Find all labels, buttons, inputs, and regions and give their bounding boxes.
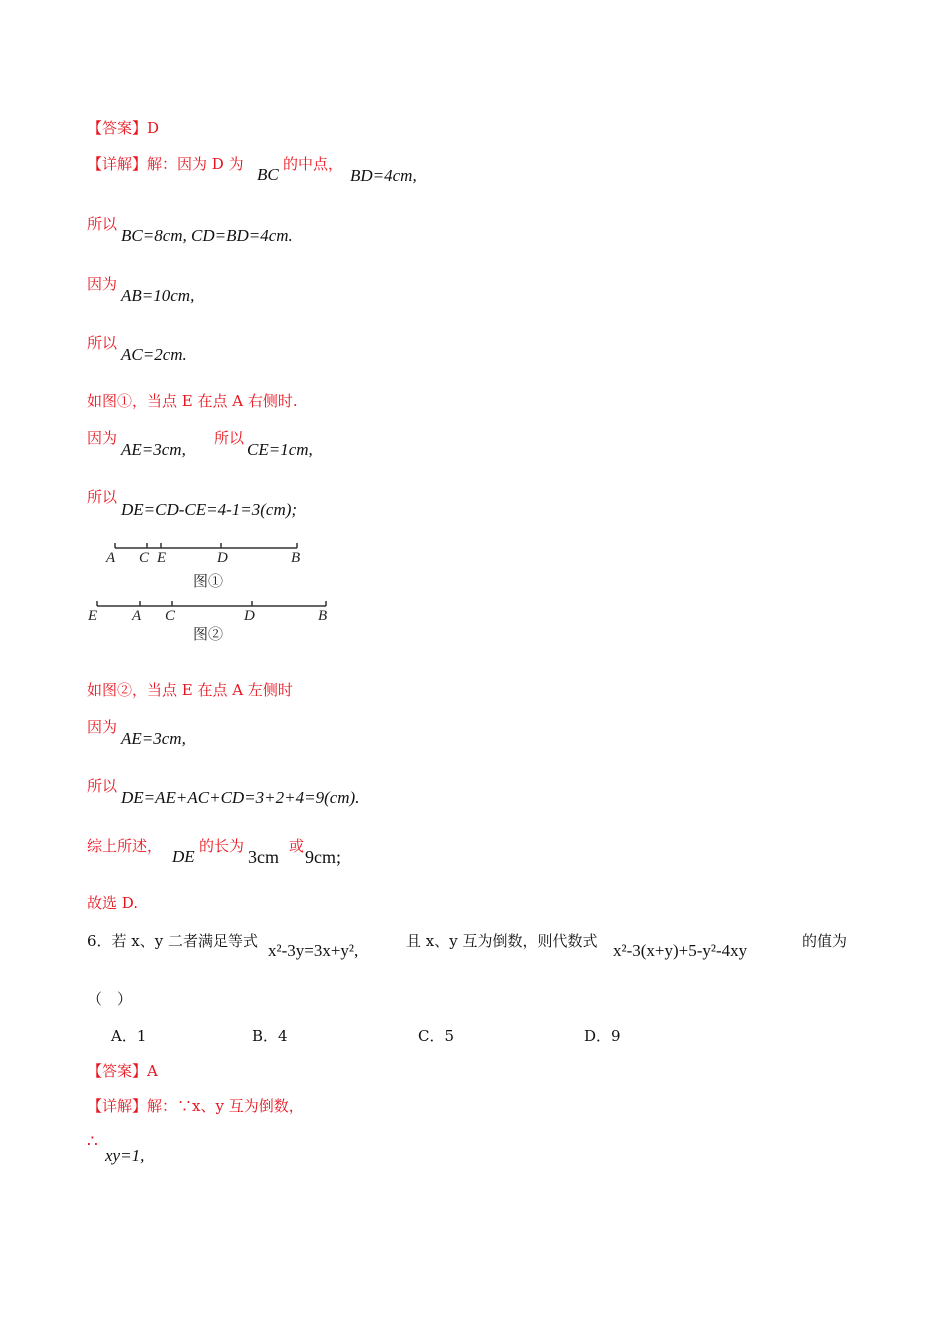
option-d: D．9 — [584, 1027, 621, 1045]
summary-text: 的长为 — [199, 837, 245, 855]
summary-or: 或 — [289, 837, 305, 855]
q6-stem: 且 x、y 互为倒数，则代数式 — [406, 932, 598, 950]
detail-text: 【详解】解：∵x、y 互为倒数， — [87, 1097, 304, 1115]
q6-stem: 的值为 — [802, 932, 848, 950]
math-line: BC=8cm, CD=BD=4cm. — [121, 226, 293, 245]
math-line: DE=AE+AC+CD=3+2+4=9(cm). — [121, 788, 360, 807]
value-3cm: 3cm — [248, 847, 279, 867]
math-line: CE=1cm, — [247, 440, 313, 459]
point-label: B — [291, 550, 301, 566]
q6-paren: （ ） — [87, 990, 133, 1008]
option-a: A．1 — [111, 1027, 147, 1045]
label-because: 因为 — [87, 275, 118, 293]
math-de: DE — [172, 847, 195, 866]
point-label: C — [139, 550, 150, 566]
math-xy: xy=1, — [105, 1146, 145, 1165]
q6-equation: x²-3y=3x+y², — [268, 941, 359, 960]
math-line: AB=10cm, — [121, 286, 195, 305]
point-label: D — [217, 550, 228, 566]
choose-text: 故选 D. — [87, 894, 139, 912]
label-so: 所以 — [87, 488, 118, 506]
label-so: 所以 — [87, 777, 118, 795]
label-because: 因为 — [87, 429, 118, 447]
point-label: D — [244, 608, 255, 624]
math-bc: BC — [257, 165, 279, 184]
label-so: 所以 — [87, 334, 118, 352]
answer-label: 【答案】A — [87, 1062, 158, 1080]
point-label: A — [132, 608, 142, 624]
case1-text: 如图①，当点 E 在点 A 右侧时. — [87, 392, 298, 410]
option-c: C．5 — [418, 1027, 455, 1045]
point-label: E — [157, 550, 167, 566]
therefore-symbol: ∴ — [87, 1132, 98, 1152]
option-b: B．4 — [252, 1027, 288, 1045]
q6-stem: 6．若 x、y 二者满足等式 — [87, 932, 259, 950]
figure1-caption: 图① — [193, 572, 224, 590]
label-so: 所以 — [87, 215, 118, 233]
point-label: B — [318, 608, 328, 624]
label-so: 所以 — [214, 429, 245, 447]
case2-text: 如图②，当点 E 在点 A 左侧时 — [87, 681, 293, 699]
math-line: AC=2cm. — [121, 345, 187, 364]
detail-text: 的中点， — [283, 155, 344, 173]
detail-text: 【详解】解：因为 D 为 — [87, 155, 244, 173]
math-bd: BD=4cm, — [350, 166, 417, 185]
value-9cm: 9cm; — [305, 847, 341, 867]
math-line: AE=3cm, — [121, 729, 186, 748]
answer-label: 【答案】D — [87, 119, 160, 137]
math-line: AE=3cm, — [121, 440, 186, 459]
point-label: C — [165, 608, 176, 624]
math-line: DE=CD-CE=4-1=3(cm); — [121, 500, 298, 519]
q6-expression: x²-3(x+y)+5-y²-4xy — [613, 941, 748, 960]
summary-label: 综上所述， — [87, 837, 163, 855]
label-because: 因为 — [87, 718, 118, 736]
figure2-caption: 图② — [193, 625, 224, 643]
point-label: E — [88, 608, 98, 624]
point-label: A — [106, 550, 116, 566]
